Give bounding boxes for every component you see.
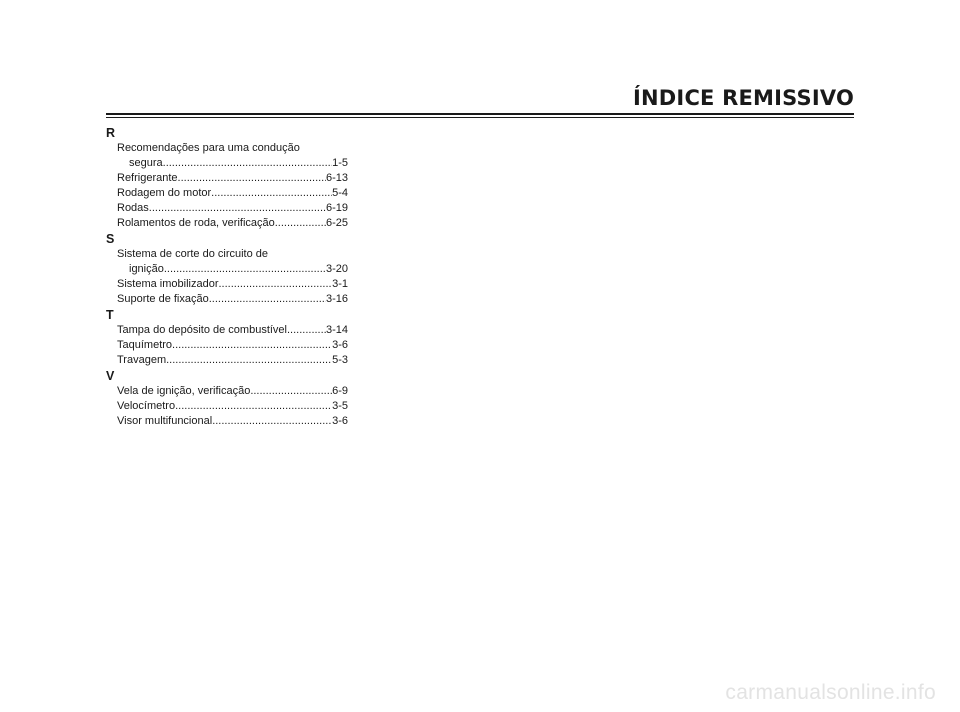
leader-dots — [178, 171, 326, 186]
entry-line-continuation — [117, 262, 348, 277]
entry-page: 3-1 — [332, 278, 348, 290]
entry-text: Rodas — [117, 202, 149, 214]
entry-page: 5-4 — [332, 187, 348, 199]
leader-dots — [163, 156, 332, 171]
leader-dots — [172, 338, 332, 353]
entry-continuation: segura — [129, 157, 163, 169]
entry-continuation: ignição — [129, 263, 164, 275]
leader-dots — [175, 399, 332, 414]
entry-line — [117, 414, 348, 429]
entry-text: Visor multifuncional — [117, 415, 213, 427]
leader-dots — [212, 414, 332, 429]
entry-page: 3-20 — [325, 263, 348, 275]
entry-line — [117, 141, 348, 156]
index-entry — [117, 277, 348, 292]
index-section-v — [106, 368, 348, 429]
header-rule-thick — [106, 113, 854, 115]
index-section-r — [106, 125, 348, 231]
index-entry — [117, 323, 348, 338]
index-entry — [117, 338, 348, 353]
entry-page: 6-9 — [332, 385, 348, 397]
entry-line — [117, 201, 348, 216]
index-entry — [117, 292, 348, 307]
leader-dots — [250, 384, 332, 399]
leader-dots — [149, 201, 326, 216]
entry-text: Sistema imobilizador — [117, 278, 219, 290]
section-letter: T — [106, 308, 114, 322]
index-entry — [117, 414, 348, 429]
leader-dots — [164, 262, 326, 277]
entry-text: Travagem — [117, 354, 167, 366]
index-section-s — [106, 231, 348, 307]
entry-line — [117, 399, 348, 414]
index-entry — [117, 216, 348, 231]
entry-page: 6-13 — [325, 172, 348, 184]
section-letter: R — [106, 126, 116, 140]
entry-line-continuation — [117, 156, 348, 171]
entry-text: Velocímetro — [117, 400, 176, 412]
leader-dots — [218, 277, 332, 292]
index-entry — [117, 171, 348, 186]
entry-page: 1-5 — [332, 157, 348, 169]
index-entry — [117, 247, 348, 277]
entry-line — [117, 186, 348, 201]
entry-line — [117, 353, 348, 368]
index-section-t — [106, 307, 348, 368]
entry-page: 3-16 — [325, 293, 348, 305]
entry-text: Refrigerante — [117, 172, 178, 184]
page-title: ÍNDICE REMISSIVO — [633, 86, 854, 110]
index-entry — [117, 201, 348, 216]
entry-line — [117, 338, 348, 353]
index-entry — [117, 353, 348, 368]
leader-dots — [287, 323, 326, 338]
entry-text: Taquímetro — [117, 339, 173, 351]
entry-page: 5-3 — [332, 354, 348, 366]
entry-text: Suporte de fixação — [117, 293, 209, 305]
header-rule-thin — [106, 117, 854, 118]
entry-page: 3-6 — [332, 415, 348, 427]
index-entry — [117, 186, 348, 201]
entry-text: Sistema de corte do circuito de — [117, 248, 269, 260]
index-column — [106, 125, 348, 429]
entry-text: Recomendações para uma condução — [117, 142, 300, 154]
index-entry — [117, 399, 348, 414]
entry-line — [117, 216, 348, 231]
leader-dots — [275, 216, 326, 231]
entry-line — [117, 323, 348, 338]
entry-text: Tampa do depósito de combustível — [117, 324, 287, 336]
index-entry — [117, 384, 348, 399]
entry-page: 6-25 — [325, 217, 348, 229]
entry-line — [117, 277, 348, 292]
entry-line — [117, 247, 348, 262]
entry-text: Vela de ignição, verificação — [117, 385, 251, 397]
entry-page: 3-6 — [332, 339, 348, 351]
leader-dots — [209, 292, 326, 307]
section-letter: S — [106, 232, 115, 246]
section-letter: V — [106, 369, 115, 383]
entry-line — [117, 292, 348, 307]
leader-dots — [211, 186, 332, 201]
entry-page: 6-19 — [325, 202, 348, 214]
index-entry — [117, 141, 348, 171]
watermark: carmanualsonline.info — [725, 681, 936, 704]
entry-page: 3-5 — [332, 400, 348, 412]
entry-text: Rolamentos de roda, verificação — [117, 217, 275, 229]
leader-dots — [166, 353, 332, 368]
entry-line — [117, 384, 348, 399]
entry-line — [117, 171, 348, 186]
entry-page: 3-14 — [325, 324, 348, 336]
entry-text: Rodagem do motor — [117, 187, 212, 199]
